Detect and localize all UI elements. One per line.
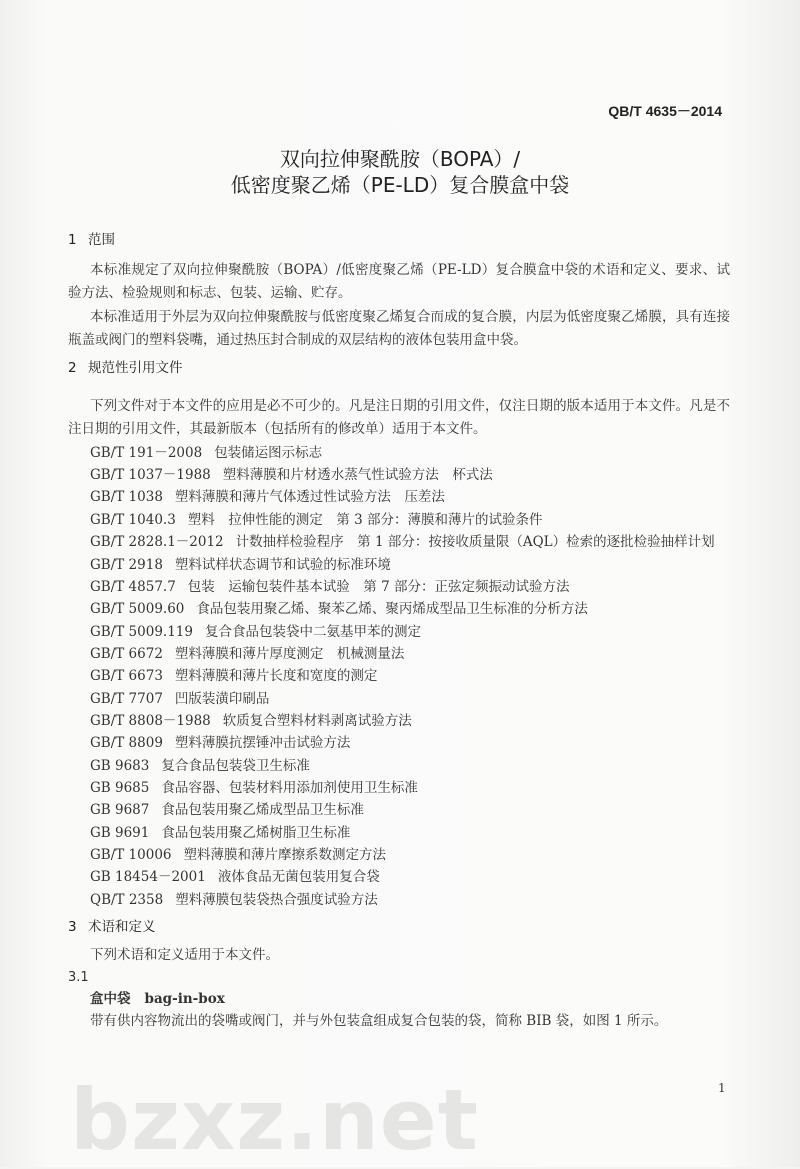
term-english: bag-in-box (144, 991, 225, 1008)
reference-item (68, 531, 730, 553)
reference-item (90, 486, 730, 508)
reference-item (90, 755, 730, 777)
section-heading-terms (68, 917, 730, 937)
term-heading (90, 988, 730, 1010)
reference-item (90, 621, 730, 643)
reference-code: GB 9691 (90, 824, 150, 841)
section-heading-normative-references (68, 358, 730, 378)
reference-item (90, 799, 730, 821)
standard-code: QB/T 4635－2014 (608, 103, 722, 119)
reference-item (90, 844, 730, 866)
reference-title: 塑料薄膜和薄片长度和宽度的测定 (174, 668, 378, 685)
reference-code: GB/T 10006 (90, 846, 172, 863)
reference-item (90, 732, 730, 754)
reference-item (90, 442, 730, 464)
reference-title: 包装 运输包装件基本试验 第 7 部分：正弦定频振动试验方法 (187, 578, 570, 595)
reference-code: GB/T 1038 (90, 489, 163, 506)
reference-title: 包装储运图示标志 (214, 444, 323, 461)
reference-item (90, 464, 730, 486)
references-intro: 下列文件对于本文件的应用是必不可少的。凡是注日期的引用文件，仅注日期的版本适用于本文件。凡是不注日期的引用文件，其最新版本（包括所有的修改单）适用于本文件。 (68, 398, 730, 438)
reference-title: 塑料薄膜和薄片摩擦系数测定方法 (183, 846, 386, 863)
document-body (68, 230, 730, 1032)
reference-item (90, 576, 730, 598)
document-title (0, 146, 800, 198)
reference-code: GB/T 8808－1988 (90, 712, 211, 729)
reference-item (90, 822, 730, 844)
section-title: 范围 (88, 232, 115, 248)
reference-code: GB/T 5009.119 (90, 623, 193, 640)
term-chinese: 盒中袋 (90, 991, 131, 1008)
reference-title: 塑料 拉伸性能的测定 第 3 部分：薄膜和薄片的试验条件 (187, 511, 543, 528)
reference-code: GB 9687 (90, 802, 150, 819)
section-title: 术语和定义 (88, 919, 156, 935)
reference-item (90, 598, 730, 620)
reference-title: 塑料试样状态调节和试验的标准环境 (174, 556, 391, 573)
reference-title: 复合食品包装袋中二氨基甲苯的测定 (204, 623, 421, 640)
reference-item (90, 509, 730, 531)
page-number: 1 (718, 1081, 726, 1095)
reference-item (90, 710, 730, 732)
reference-title: 塑料薄膜抗摆锤冲击试验方法 (174, 735, 351, 752)
reference-code: GB/T 191－2008 (90, 444, 203, 461)
reference-item (90, 665, 730, 687)
reference-title: 食品包装用聚乙烯、聚苯乙烯、聚丙烯成型品卫生标准的分析方法 (196, 601, 588, 618)
reference-code: GB/T 7707 (90, 690, 163, 707)
section-number: 1 (68, 232, 77, 248)
reference-title: 塑料薄膜和薄片厚度测定 机械测量法 (174, 645, 405, 662)
reference-code: GB/T 2828.1－2012 (90, 534, 224, 551)
reference-item (90, 643, 730, 665)
reference-code: GB 9685 (90, 779, 150, 796)
reference-title: 塑料薄膜包装袋热合强度试验方法 (175, 891, 378, 908)
reference-code: GB 9683 (90, 757, 150, 774)
reference-code: GB/T 5009.60 (90, 601, 185, 618)
reference-item (90, 777, 730, 799)
section-number: 3 (68, 919, 77, 935)
reference-code: QB/T 2358 (90, 891, 164, 908)
title-line-1: 双向拉伸聚酰胺（BOPA）/ (279, 147, 521, 171)
reference-code: GB 18454－2001 (90, 869, 206, 886)
scope-paragraph-2: 本标准适用于外层为双向拉伸聚酰胺与低密度聚乙烯复合而成的复合膜，内层为低密度聚乙烯膜，具有连接瓶盖或阀门的塑料袋嘴，通过热压封合制成的双层结构的液体包装用盒中袋。 (68, 308, 730, 348)
reference-code: GB/T 4857.7 (90, 578, 176, 595)
reference-code: GB/T 1040.3 (90, 511, 176, 528)
reference-item (90, 554, 730, 576)
reference-item (90, 688, 730, 710)
reference-title: 塑料薄膜和薄片气体透过性试验方法 压差法 (174, 489, 445, 506)
reference-title: 塑料薄膜和片材透水蒸气性试验方法 杯式法 (222, 467, 493, 484)
terms-intro: 下列术语和定义适用于本文件。 (90, 947, 279, 963)
reference-title: 食品容器、包装材料用添加剂使用卫生标准 (161, 779, 418, 796)
term-definition: 带有供内容物流出的袋嘴或阀门，并与外包装盒组成复合包装的袋，简称 BIB 袋，如图 1 所示。 (90, 1013, 668, 1030)
reference-code: GB/T 6672 (90, 645, 163, 662)
clause-number: 3.1 (68, 970, 89, 986)
reference-code: GB/T 1037－1988 (90, 467, 211, 484)
reference-title: 食品包装用聚乙烯成型品卫生标准 (161, 802, 364, 819)
section-title: 规范性引用文件 (88, 360, 183, 377)
reference-title: 凹版装潢印刷品 (174, 690, 270, 707)
reference-title: 计数抽样检验程序 第 1 部分：按接收质量限（AQL）检索的逐批检验抽样计划 (235, 534, 715, 551)
reference-item (90, 866, 730, 888)
reference-code: GB/T 8809 (90, 735, 163, 752)
reference-item (90, 889, 730, 911)
section-heading-scope (68, 230, 730, 250)
reference-code: GB/T 2918 (90, 556, 163, 573)
watermark: bzxz.net (70, 1071, 479, 1169)
section-number: 2 (68, 360, 77, 377)
title-line-2: 低密度聚乙烯（PE-LD）复合膜盒中袋 (230, 173, 570, 197)
reference-code: GB/T 6673 (90, 668, 163, 685)
reference-title: 复合食品包装袋卫生标准 (161, 757, 310, 774)
reference-title: 食品包装用聚乙烯树脂卫生标准 (161, 824, 351, 841)
reference-list (90, 442, 730, 911)
reference-title: 软质复合塑料材料剥离试验方法 (222, 712, 412, 729)
scope-paragraph-1: 本标准规定了双向拉伸聚酰胺（BOPA）/低密度聚乙烯（PE-LD）复合膜盒中袋的术语和定义、要求、试验方法、检验规则和标志、包装、运输、贮存。 (68, 262, 730, 302)
reference-title: 液体食品无菌包装用复合袋 (217, 869, 380, 886)
